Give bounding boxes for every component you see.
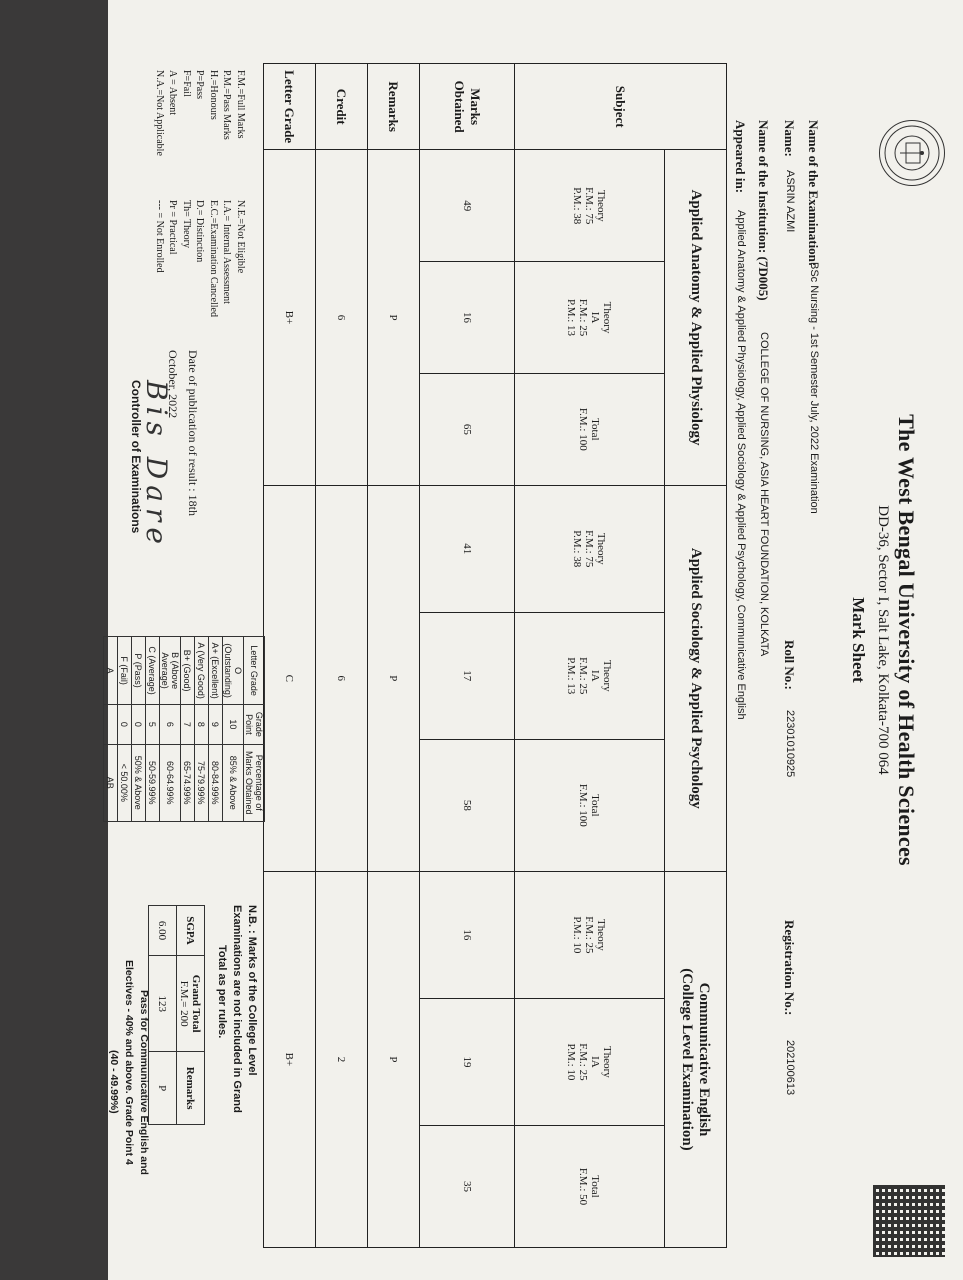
- s1-marks-total: 65: [420, 373, 515, 485]
- s3-credit: 2: [316, 871, 368, 1247]
- grade-header: Letter Grade: [264, 64, 316, 150]
- s2-marks-total: 58: [420, 739, 515, 871]
- s2-marks-theory: 41: [420, 485, 515, 612]
- subject-header: Subject: [515, 64, 727, 150]
- subject-3-subtitle: (College Level Examination): [679, 968, 696, 1151]
- s3-marks-theory: 16: [420, 871, 515, 998]
- qr-code-icon: [873, 1185, 945, 1257]
- s2-col3-head: Total F.M.: 100: [515, 739, 665, 871]
- roll-label: Roll No.:: [782, 640, 797, 690]
- legend-middle: N.E.=Not Eligible I.A.= Internal Assessment E.C.=Examination Cancelled D.= Distinction Th= Theory Pr = Practical --- = Not Enrolled: [154, 200, 246, 317]
- remarks-header: Remarks: [368, 64, 420, 150]
- document-title: Mark Sheet: [849, 597, 868, 683]
- institution-label: Name of the Institution: (7D005): [756, 120, 771, 301]
- s3-marks-ia: 19: [420, 998, 515, 1125]
- s1-credit: 6: [316, 150, 368, 485]
- university-address: DD-36, Sector I, Salt Lake, Kolkata-700 064: [875, 505, 891, 775]
- marks-header: Marks Obtained: [420, 64, 515, 150]
- college-level-note: N.B. : Marks of the College Level Examinations are not included in Grand Total as per rules.: [216, 905, 258, 1113]
- university-name: The West Bengal University of Health Sciences: [894, 414, 919, 866]
- s2-credit: 6: [316, 485, 368, 871]
- appeared-label: Appeared in:: [733, 120, 748, 194]
- s2-col2-head: Theory IA F.M.: 25 P.M.: 13: [515, 612, 665, 739]
- marks-table: [263, 63, 727, 1248]
- grade-scale-table: Letter Grade Grade Point Percentage of Marks Obtained O (Outstanding) 10 85% & Above A+ (Excellent) 9 80-84.99% A (Very Good) 8 75-79.99% B+ (Good) 7 65-74.99% B (Above Average) 6 60-64.99% C (Average) 5 50-59.99% P (Pass) 0 50% & Above F (Fail) 0 < 50.00% A AB: [103, 636, 265, 822]
- summary-table: [148, 905, 205, 1125]
- s1-marks-theory: 49: [420, 150, 515, 262]
- sgpa-label: SGPA: [177, 906, 205, 956]
- remarks-value: P: [149, 1052, 177, 1125]
- s1-col2-head: Theory IA F.M.: 25 P.M.: 13: [515, 262, 665, 374]
- s3-col1-head: Theory F.M.: 25 P.M.: 10: [515, 871, 665, 998]
- s1-remarks: P: [368, 150, 420, 485]
- s1-col3-head: Total F.M.: 100: [515, 373, 665, 485]
- appeared-value: Applied Anatomy & Applied Physiology, Applied Sociology & Applied Psychology, Communicative English: [735, 210, 747, 720]
- institution-value: COLLEGE OF NURSING, ASIA HEART FOUNDATION, KOLKATA: [758, 332, 770, 657]
- s1-grade: B+: [264, 150, 316, 485]
- s2-marks-ia: 17: [420, 612, 515, 739]
- s3-remarks: P: [368, 871, 420, 1247]
- legend-left: F.M.=Full Marks P.M.=Pass Marks H.=Honours P=Pass F=Fail A = Absent N.A.=Not Applicable: [154, 70, 246, 156]
- signature: Bis Dare: [140, 380, 173, 550]
- registration-label: Registration No.:: [782, 920, 797, 1016]
- controller-title: Controller of Examinations: [129, 380, 143, 534]
- s3-marks-total: 35: [420, 1125, 515, 1247]
- roll-value: 22301010925: [784, 710, 796, 778]
- name-value: ASRIN AZMI: [784, 170, 796, 233]
- s3-col3-head: Total F.M.: 50: [515, 1125, 665, 1247]
- exam-label: Name of the Examination:: [806, 120, 821, 267]
- publication-date: Date of publication of result : 18th October, 2022: [166, 350, 200, 516]
- s3-grade: B+: [264, 871, 316, 1247]
- subject-3-name-cell: [665, 871, 727, 1247]
- remarks-label: Remarks: [177, 1052, 205, 1125]
- grand-total-cell: Grand Total F.M.= 200: [177, 956, 205, 1052]
- s1-col1-head: Theory F.M.: 75 P.M.: 38: [515, 150, 665, 262]
- s1-marks-ia: 16: [420, 262, 515, 374]
- mark-sheet-document: [105, 0, 963, 1280]
- subject-2-name: Applied Sociology & Applied Psychology: [665, 485, 727, 871]
- s2-remarks: P: [368, 485, 420, 871]
- s2-col1-head: Theory F.M.: 75 P.M.: 38: [515, 485, 665, 612]
- sgpa-value: 6.00: [149, 906, 177, 956]
- photo-background: [0, 0, 110, 1280]
- s2-grade: C: [264, 485, 316, 871]
- pass-criteria-note: Pass for Communicative English and Electives - 40% and above. Grade Point 4 (40 - 49.99%): [108, 960, 150, 1175]
- credit-header: Credit: [316, 64, 368, 150]
- registration-value: 202100613: [784, 1040, 796, 1096]
- grand-total-value: 123: [149, 956, 177, 1052]
- subject-1-name: Applied Anatomy & Applied Physiology: [665, 150, 727, 485]
- university-seal-logo: [879, 120, 945, 186]
- subject-3-name: Communicative English: [696, 982, 713, 1137]
- s3-col2-head: Theory IA F.M.: 25 P.M.: 10: [515, 998, 665, 1125]
- seal-icon: [882, 123, 942, 183]
- name-label: Name:: [782, 120, 797, 157]
- exam-value: BSc Nursing - 1st Semester July, 2022 Examination: [808, 262, 820, 514]
